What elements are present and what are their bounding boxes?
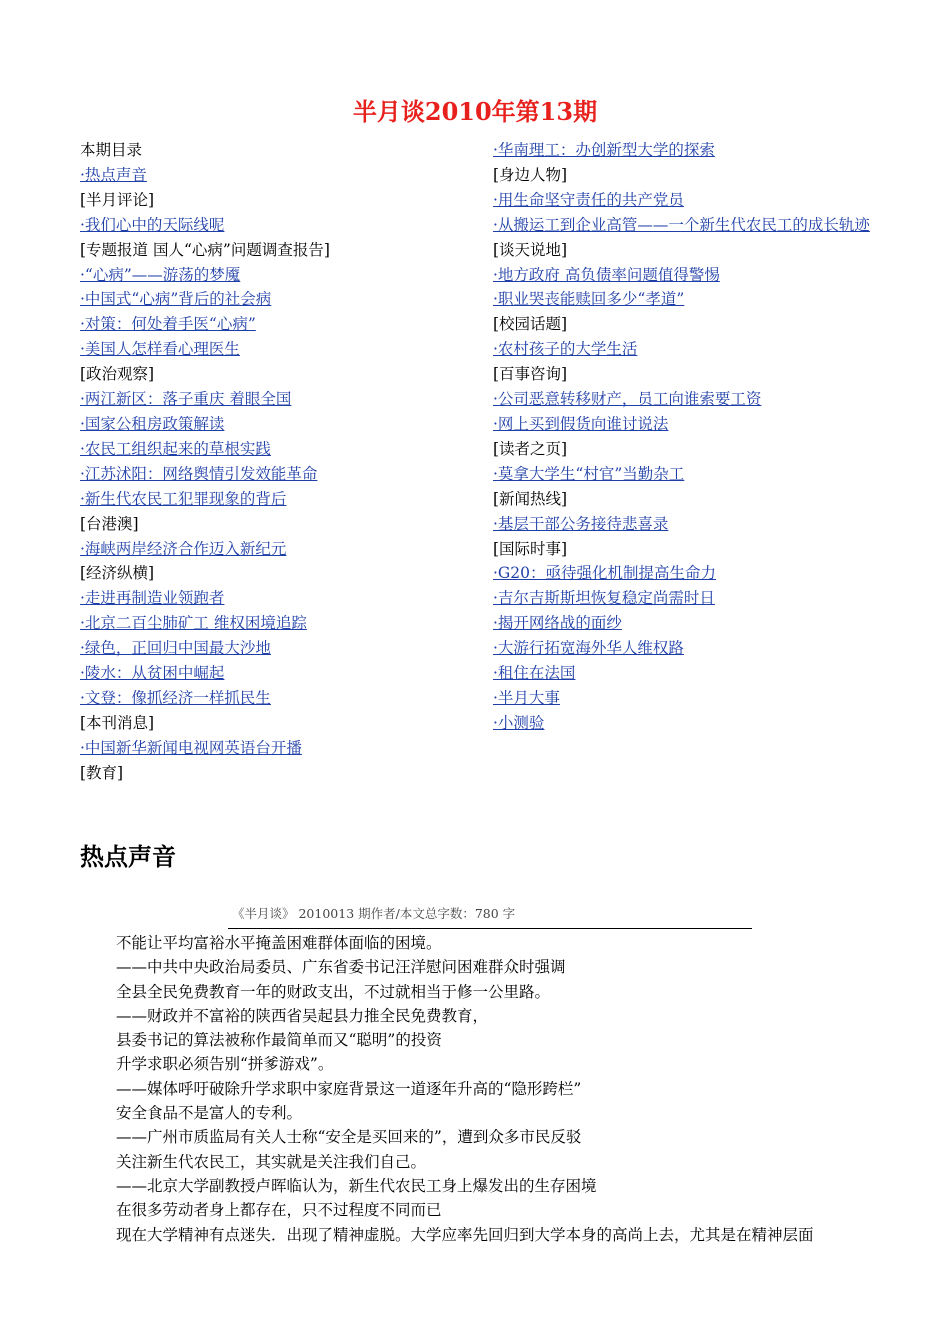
toc-link-text[interactable]: ·半月大事: [493, 688, 560, 707]
toc-link-text[interactable]: ·新生代农民工犯罪现象的背后: [80, 489, 287, 508]
article-source-line: 《半月谈》 2010013 期作者/本文总字数：780 字: [232, 906, 516, 921]
toc-section-label: [493, 163, 883, 188]
toc-link-text[interactable]: ·海峡两岸经济合作迈入新纪元: [80, 539, 287, 558]
toc-link: [493, 213, 883, 238]
toc-label-text: [身边人物]: [493, 165, 568, 184]
toc-link: [493, 711, 883, 736]
toc-label-text: 本期目录: [80, 141, 143, 159]
toc-link-text[interactable]: ·“心病”——游荡的梦魇: [80, 265, 241, 284]
toc-link-text[interactable]: ·热点声音: [80, 165, 147, 184]
toc-link: [80, 163, 480, 188]
toc-link: [80, 736, 480, 761]
toc-section-label: [80, 561, 480, 586]
toc-section-label: [493, 437, 883, 462]
article-line: 安全食品不是富人的专利。: [116, 1104, 303, 1123]
toc-link: [80, 661, 480, 686]
toc-link: [493, 138, 883, 163]
toc-link-text[interactable]: ·租住在法国: [493, 664, 576, 683]
toc-link-text[interactable]: ·揭开网络战的面纱: [493, 614, 622, 633]
toc-section-label: [80, 238, 480, 263]
toc-section-label: [493, 487, 883, 512]
toc-label-text: [教育]: [80, 763, 124, 782]
toc-link: [80, 337, 480, 362]
toc-link: [80, 636, 480, 661]
toc-label-text: [国际时事]: [493, 539, 568, 558]
toc-label-text: [校园话题]: [493, 315, 568, 334]
toc-link: [80, 387, 480, 412]
toc-link: [80, 462, 480, 487]
toc-link: [80, 611, 480, 636]
toc-label-text: [读者之页]: [493, 439, 568, 458]
section-heading: 热点声音: [80, 843, 176, 871]
toc-link: [493, 387, 883, 412]
toc-link-text[interactable]: ·大游行拓宽海外华人维权路: [493, 639, 684, 658]
toc-link-text[interactable]: ·江苏沭阳：网络舆情引发效能革命: [80, 464, 318, 483]
article-line: ——媒体呼吁破除升学求职中家庭背景这一道逐年升高的“隐形跨栏”: [116, 1079, 582, 1098]
toc-link-text[interactable]: ·用生命坚守责任的共产党员: [493, 190, 684, 209]
toc-link-text[interactable]: ·美国人怎样看心理医生: [80, 340, 240, 359]
toc-link-text[interactable]: ·文登：像抓经济一样抓民生: [80, 688, 271, 707]
toc-link-text[interactable]: ·中国新华新闻电视网英语台开播: [80, 738, 302, 757]
toc-left-column: [80, 138, 480, 786]
toc-link-text[interactable]: ·基层干部公务接待悲喜录: [493, 514, 669, 533]
toc-link: [493, 287, 883, 312]
toc-link: [80, 287, 480, 312]
article-body: [116, 931, 896, 1247]
article-line: 全县全民免费教育一年的财政支出，不过就相当于修一公里路。: [116, 982, 551, 1001]
article-line: ——北京大学副教授卢晖临认为，新生代农民工身上爆发出的生存困境: [116, 1176, 597, 1195]
toc-link: [80, 213, 480, 238]
article-line: 县委书记的算法被称作最简单而又“聪明”的投资: [116, 1031, 442, 1050]
article-line: ——财政并不富裕的陕西省吴起县力推全民免费教育，: [116, 1006, 489, 1025]
toc-link: [493, 661, 883, 686]
toc-label-text: [新闻热线]: [493, 489, 568, 508]
toc-section-label: [493, 238, 883, 263]
toc-link-text[interactable]: ·G20：亟待强化机制提高生命力: [493, 564, 717, 583]
article-line: 升学求职必须告别“拼爹游戏”。: [116, 1055, 334, 1074]
toc-section-label: [80, 138, 480, 163]
article-line: 不能让平均富裕水平掩盖困难群体面临的困境。: [116, 934, 442, 952]
toc-link-text[interactable]: ·中国式“心病”背后的社会病: [80, 290, 272, 309]
toc-section-label: [493, 362, 883, 387]
toc-section-label: [493, 312, 883, 337]
toc-link: [80, 312, 480, 337]
toc-section-label: [80, 188, 480, 213]
toc-section-label: [80, 362, 480, 387]
document-title: 半月谈2010年第13期: [352, 97, 598, 126]
toc-link: [493, 188, 883, 213]
toc-link-text[interactable]: ·网上买到假货向谁讨说法: [493, 414, 669, 433]
article-line: 在很多劳动者身上都存在，只不过程度不同而已: [116, 1201, 442, 1220]
toc-section-label: [80, 512, 480, 537]
toc-link-text[interactable]: ·绿色，正回归中国最大沙地: [80, 639, 271, 658]
toc-label-text: [台港澳]: [80, 514, 139, 533]
toc-label-text: [经济纵横]: [80, 564, 155, 583]
toc-link-text[interactable]: ·我们心中的天际线呢: [80, 215, 225, 234]
article-line: 关注新生代农民工，其实就是关注我们自己。: [116, 1152, 427, 1171]
toc-link-text[interactable]: ·吉尔吉斯斯坦恢复稳定尚需时日: [493, 589, 715, 608]
article-line: ——中共中央政治局委员、广东省委书记汪洋慰问困难群众时强调: [116, 958, 566, 977]
toc-link: [80, 487, 480, 512]
toc-link-text[interactable]: ·职业哭丧能赎回多少“孝道”: [493, 290, 685, 309]
toc-link-text[interactable]: ·对策：何处着手医“心病”: [80, 315, 256, 334]
toc-link: [493, 686, 883, 711]
toc-link: [493, 263, 883, 288]
toc-link-text[interactable]: ·农村孩子的大学生活: [493, 340, 638, 359]
toc-link: [80, 263, 480, 288]
toc-link-text[interactable]: ·莫拿大学生“村官”当勤杂工: [493, 464, 685, 483]
toc-section-label: [80, 711, 480, 736]
toc-label-text: [半月评论]: [80, 190, 155, 209]
toc-link: [80, 586, 480, 611]
toc-link-text[interactable]: ·两江新区：落子重庆 着眼全国: [80, 390, 292, 409]
toc-link: [493, 462, 883, 487]
toc-link-text[interactable]: ·从搬运工到企业高管——一个新生代农民工的成长轨迹: [493, 215, 870, 234]
toc-section-label: [80, 761, 480, 786]
toc-label-text: [专题报道 国人“心病”问题调查报告]: [80, 240, 330, 259]
toc-link: [493, 611, 883, 636]
toc-link-text[interactable]: ·陵水：从贫困中崛起: [80, 664, 225, 683]
toc-link: [80, 437, 480, 462]
toc-link-text[interactable]: ·农民工组织起来的草根实践: [80, 439, 271, 458]
toc-link: [80, 537, 480, 562]
toc-link-text[interactable]: ·华南理工：办创新型大学的探索: [493, 141, 715, 159]
toc-right-column: [493, 138, 883, 736]
toc-link-text[interactable]: ·地方政府 高负债率问题值得警惕: [493, 265, 720, 284]
toc-link-text[interactable]: ·走进再制造业领跑者: [80, 589, 225, 608]
toc-link: [80, 686, 480, 711]
toc-link: [493, 512, 883, 537]
article-line: ——广州市质监局有关人士称“安全是买回来的”，遭到众多市民反驳: [116, 1128, 582, 1147]
toc-label-text: [本刊消息]: [80, 713, 155, 732]
toc-section-label: [493, 537, 883, 562]
toc-link: [80, 412, 480, 437]
toc-link-text[interactable]: ·北京二百尘肺矿工 维权困境追踪: [80, 614, 307, 633]
toc-link: [493, 412, 883, 437]
toc-label-text: [政治观察]: [80, 365, 155, 384]
toc-label-text: [谈天说地]: [493, 240, 568, 259]
toc-link-text[interactable]: ·小测验: [493, 713, 545, 732]
source-divider: [228, 928, 752, 929]
toc-link: [493, 636, 883, 661]
toc-label-text: [百事咨询]: [493, 365, 568, 384]
toc-link-text[interactable]: ·国家公租房政策解读: [80, 414, 225, 433]
toc-link: [493, 561, 883, 586]
article-line: 现在大学精神有点迷失．出现了精神虚脱。大学应率先回归到大学本身的高尚上去，尤其是在精神层面: [116, 1225, 814, 1244]
toc-link: [493, 337, 883, 362]
toc-link: [493, 586, 883, 611]
toc-link-text[interactable]: ·公司恶意转移财产，员工向谁索要工资: [493, 390, 762, 409]
